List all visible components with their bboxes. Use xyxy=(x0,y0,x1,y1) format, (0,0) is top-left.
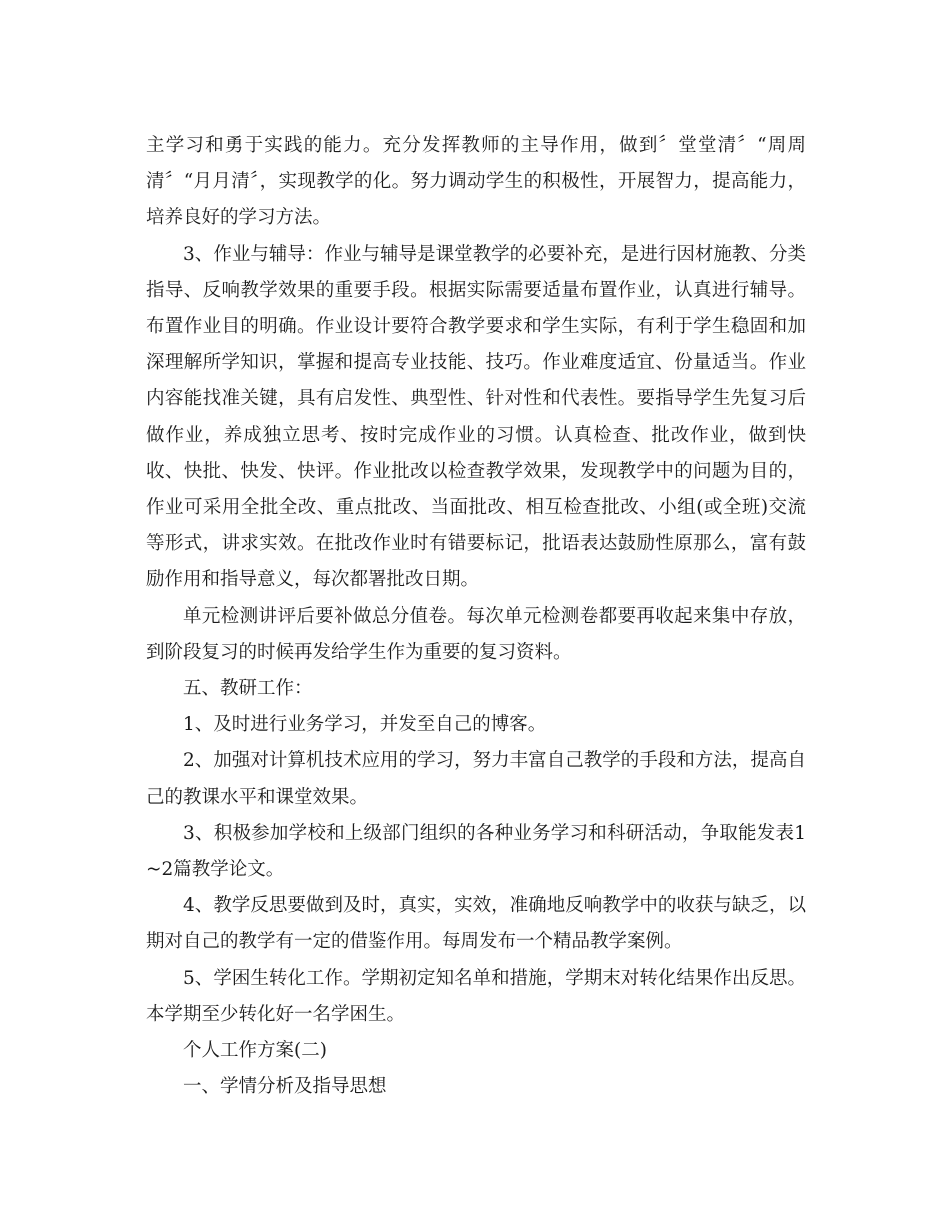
paragraph-9: 5、学困生转化工作。学期初定知名单和措施，学期末对转化结果作出反思。本学期至少转化好一名学困生。 xyxy=(146,967,806,1025)
plan-title: 个人工作方案(二) xyxy=(183,1040,327,1062)
paragraph-2: 3、作业与辅导：作业与辅导是课堂教学的必要补充，是进行因材施教、分类指导、反响教学效果的重要手段。根据实际需要适量布置作业，认真进行辅导。布置作业目的明确。作业设计要符合教学要求和学生实际，有利于学生稳固和加深理解所学知识，掌握和提高专业技能、技巧。作业难度适宜、份量适当。作业内容能找准关键，具有启发性、典型性、针对性和代表性。要指导学生先复习后做作业，养成独立思考、按时完成作业的习惯。认真检查、批改作业，做到快收、快批、快发、快评。作业批改以检查教学效果，发现教学中的问题为目的，作业可采用全批全改、重点批改、当面批改、相互检查批改、小组(或全班)交流等形式，讲求实效。在批改作业时有错要标记，批语表达鼓励性原那么，富有鼓励作用和指导意义，每次都署批改日期。 xyxy=(146,243,806,591)
paragraph-6: 2、加强对计算机技术应用的学习，努力丰富自己教学的手段和方法，提高自己的教课水平和课堂效果。 xyxy=(146,750,806,808)
paragraph-5: 1、及时进行业务学习，并发至自己的博客。 xyxy=(183,714,547,736)
document-body xyxy=(146,128,806,1105)
section-heading-research: 五、教研工作： xyxy=(183,678,313,700)
paragraph-1: 主学习和勇于实践的能力。充分发挥教师的主导作用，做到〞堂堂清〞“周周清〞“月月清〞，实现教学的化。努力调动学生的积极性，开展智力，提高能力，培养良好的学习方法。 xyxy=(146,135,806,229)
paragraph-8: 4、教学反思要做到及时，真实，实效，准确地反响教学中的收获与缺乏，以期对自己的教学有一定的借鉴作用。每周发布一个精品教学案例。 xyxy=(146,895,806,953)
paragraph-7: 3、积极参加学校和上级部门组织的各种业务学习和科研活动，争取能发表1~2篇教学论文。 xyxy=(146,822,806,881)
section-heading-analysis: 一、学情分析及指导思想 xyxy=(183,1076,387,1098)
paragraph-3: 单元检测讲评后要补做总分值卷。每次单元检测卷都要再收起来集中存放，到阶段复习的时候再发给学生作为重要的复习资料。 xyxy=(146,605,806,663)
